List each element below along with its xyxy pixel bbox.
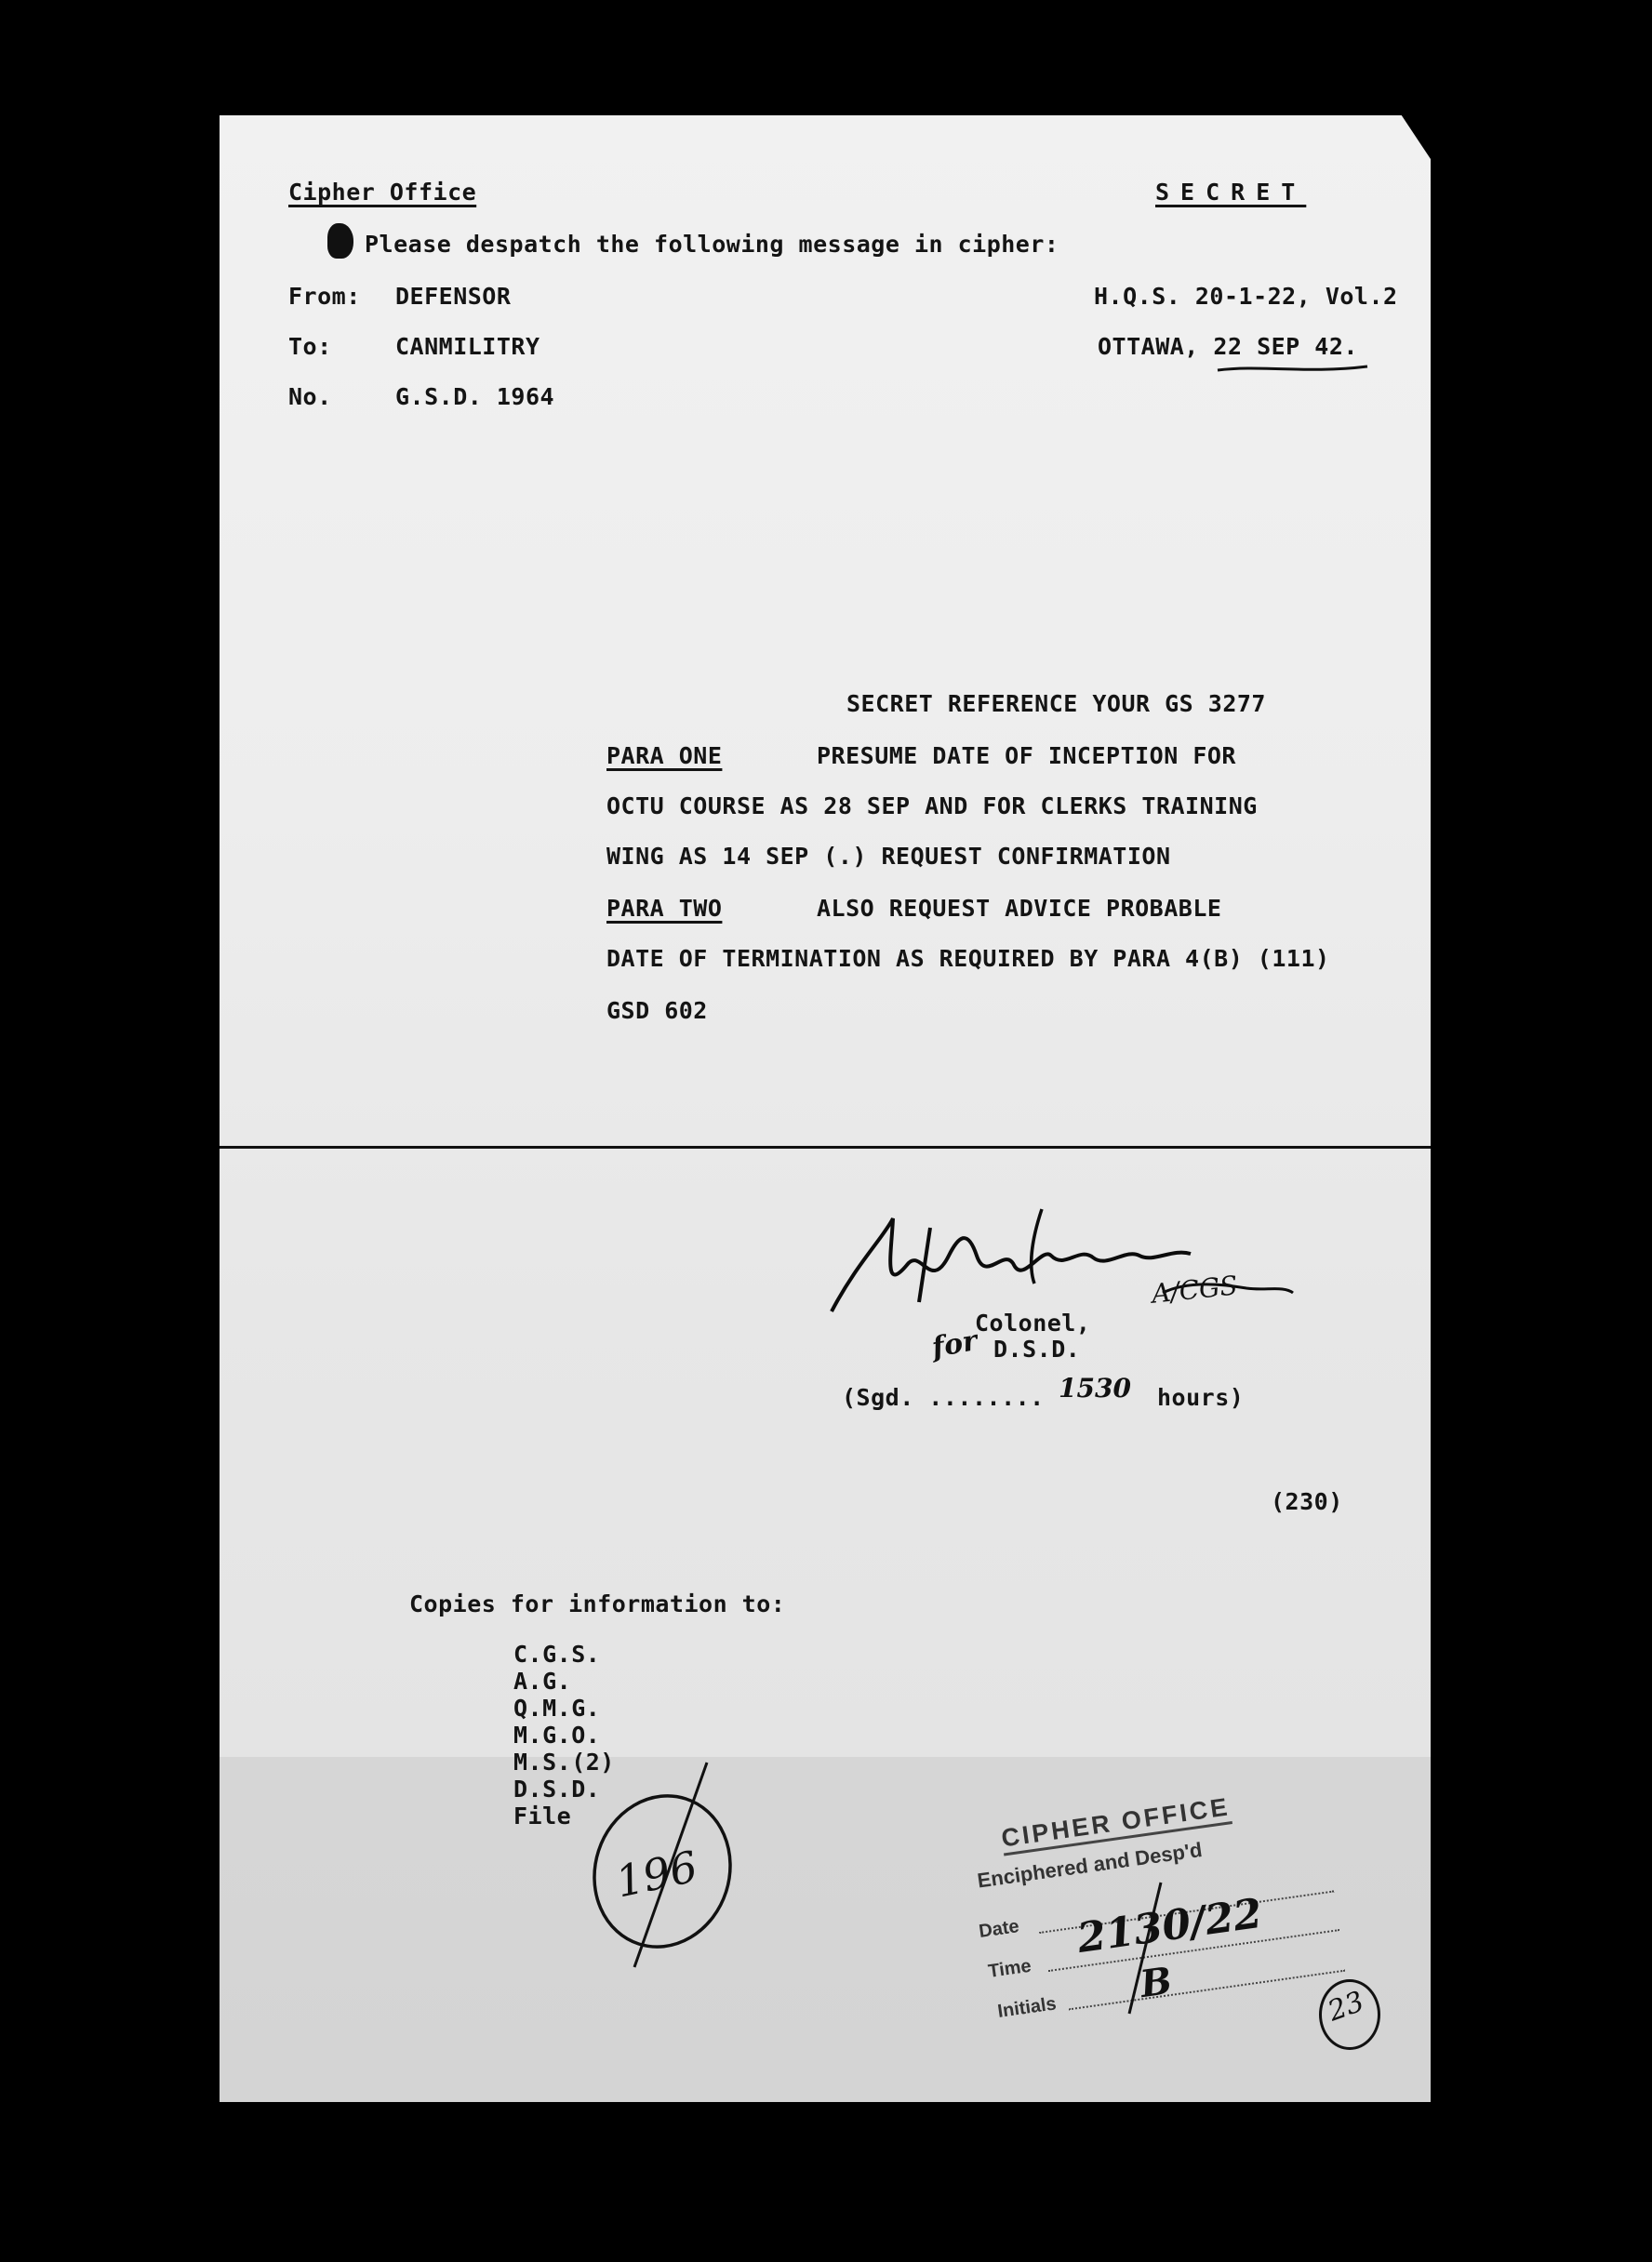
stamp-time-label: Time <box>987 1955 1032 1982</box>
para-one-text: PRESUME DATE OF INCEPTION FOR <box>817 742 1236 769</box>
copy-recipient: File <box>513 1803 572 1830</box>
para-one-label: PARA ONE <box>606 742 723 769</box>
circled-number: 196 <box>611 1841 702 1908</box>
signed-time-value: 1530 <box>1059 1373 1131 1404</box>
message-line-gsd: GSD 602 <box>606 997 708 1024</box>
stamp-initials-label: Initials <box>996 1993 1058 2022</box>
message-line-reference: SECRET REFERENCE YOUR GS 3277 <box>846 690 1266 717</box>
for-note: for <box>929 1324 980 1364</box>
para-two-text: ALSO REQUEST ADVICE PROBABLE <box>817 895 1222 922</box>
stamp-time-slash <box>1116 1879 1172 2018</box>
page-number: 23 <box>1324 1985 1369 2029</box>
stamp-title: CIPHER OFFICE <box>1000 1792 1232 1856</box>
office-label: Cipher Office <box>288 179 477 206</box>
message-line-termination: DATE OF TERMINATION AS REQUIRED BY PARA 4(B) (111) <box>606 945 1330 972</box>
signatory-unit: D.S.D. <box>993 1336 1081 1363</box>
signed-time-prefix: (Sgd. ........ <box>842 1384 1045 1411</box>
copy-recipient: D.S.D. <box>513 1776 601 1803</box>
place-date: OTTAWA, 22 SEP 42. <box>1098 333 1358 360</box>
classification-label: SECRET <box>1155 179 1307 206</box>
file-reference: H.Q.S. 20-1-22, Vol.2 <box>1094 283 1398 310</box>
number-value: G.S.D. 1964 <box>395 383 555 410</box>
from-label: From: <box>288 283 361 310</box>
copy-recipient: C.G.S. <box>513 1641 601 1668</box>
stamp-subtitle: Enciphered and Desp'd <box>976 1837 1204 1893</box>
from-value: DEFENSOR <box>395 283 512 310</box>
stamp-date-label: Date <box>977 1916 1020 1942</box>
copy-recipient: A.G. <box>513 1668 572 1695</box>
section-divider <box>220 1146 1431 1149</box>
to-label: To: <box>288 333 332 360</box>
to-value: CANMILITRY <box>395 333 540 360</box>
signatory-rank: Colonel, <box>975 1310 1091 1337</box>
copy-recipient: Q.M.G. <box>513 1695 601 1722</box>
signature-initials: A/CGS <box>1150 1270 1240 1310</box>
message-line-octu: OCTU COURSE AS 28 SEP AND FOR CLERKS TRAINING <box>606 792 1258 819</box>
para-two-label: PARA TWO <box>606 895 723 922</box>
stamp-initials-value: B <box>1137 1958 1175 2007</box>
message-line-wing: WING AS 14 SEP (.) REQUEST CONFIRMATION <box>606 843 1171 870</box>
marker-blot <box>327 223 353 259</box>
instruction-text: Please despatch the following message in cipher: <box>365 231 1059 258</box>
copy-recipient: M.S.(2) <box>513 1749 615 1776</box>
copies-heading: Copies for information to: <box>409 1590 786 1617</box>
date-underline-stroke <box>1214 361 1372 376</box>
stamp-time-value: 2130/22 <box>1074 1889 1265 1963</box>
signed-time-suffix: hours) <box>1157 1384 1245 1411</box>
number-label: No. <box>288 383 332 410</box>
form-number: (230) <box>1271 1488 1343 1515</box>
copy-recipient: M.G.O. <box>513 1722 601 1749</box>
